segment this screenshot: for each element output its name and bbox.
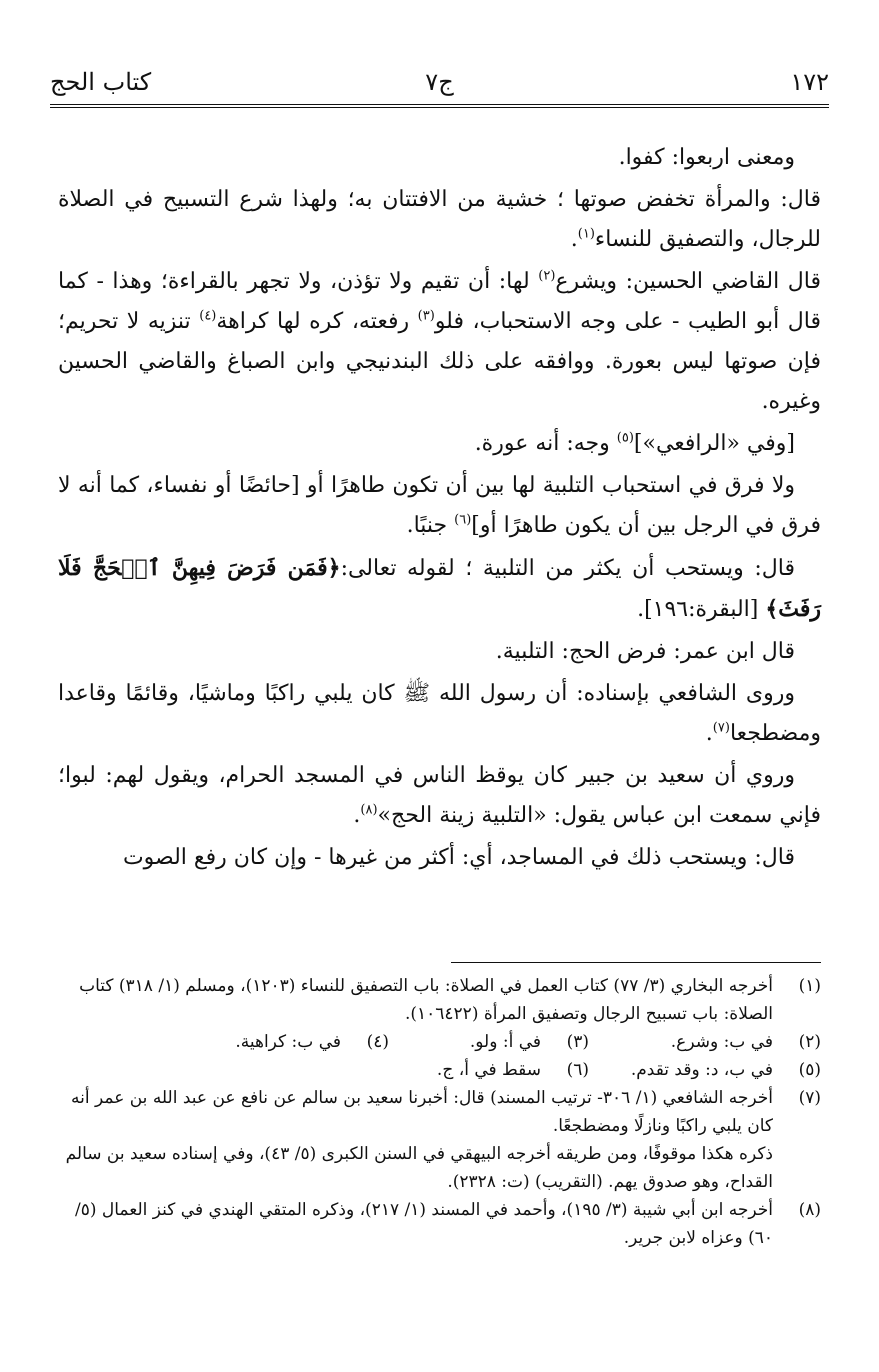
footnote-ref-5: (٥) bbox=[616, 430, 634, 446]
footnote-ref-7: (٧) bbox=[712, 720, 730, 736]
paragraph-8: وروى الشافعي بإسناده: أن رسول الله ﷺ كان يلبي راكبًا وماشيًا، وقائمًا وقاعدا ومضطجعا$^{(٧)}$. bbox=[58, 681, 821, 746]
footnote-4: في ب: كراهية. bbox=[235, 1032, 341, 1052]
paragraph-10: قال: ويستحب ذلك في المساجد، أي: أكثر من غيرها - وإن كان رفع الصوت bbox=[122, 845, 795, 870]
footnote-ref-4: (٤) bbox=[199, 308, 217, 324]
footnote-1: (١) أخرجه البخاري (٣/ ٧٧) كتاب العمل في الصلاة: باب التصفيق للنساء (١٢٠٣)، ومسلم (١/ ٣١٨) كتاب الصلاة: باب تسبيح الرجال وتصفيق المرأة (١٠٦٤٢٢). bbox=[79, 976, 821, 1024]
header-rule bbox=[50, 104, 829, 108]
footnote-7: (٧) أخرجه الشافعي (١/ ٣٠٦- ترتيب المسند) قال: أخبرنا سعيد بن سالم عن نافع عن عبد الله بن عمر أنه كان يلبي راكبًا ونازلًا ومضطجعًا. ذكره هكذا موقوفًا، ومن طريقه أخرجه البيهقي في السنن الكبرى (٥/ ٤٣)، وفي إسناده سعيد بن سالم القداح، وهو صدوق يهم. (التقريب) (ت: ٢٣٢٨). bbox=[58, 1084, 821, 1196]
volume-label: ج٧ bbox=[425, 68, 454, 96]
footnote-2: في ب: وشرع. bbox=[670, 1032, 773, 1052]
footnotes-2-4: (٢) في ب: وشرع. (٣) في أ: ولو. (٤) في ب: كراهية. bbox=[58, 1028, 821, 1056]
footnote-3: في أ: ولو. bbox=[469, 1032, 541, 1052]
paragraph-7: قال ابن عمر: فرض الحج: التلبية. bbox=[495, 639, 795, 664]
paragraph-2: قال: والمرأة تخفض صوتها ؛ خشية من الافتتان به؛ ولهذا شرع التسبيح في الصلاة للرجال، والتصفيق للنساء$^{(١)}$. bbox=[58, 187, 821, 252]
paragraph-1: ومعنى اربعوا: كفوا. bbox=[618, 145, 795, 170]
running-header bbox=[50, 64, 829, 104]
book-title: كتاب الحج bbox=[50, 68, 152, 96]
paragraph-3: قال القاضي الحسين: ويشرع$^{(٢)}$ لها: أن تقيم ولا تؤذن، ولا تجهر بالقراءة؛ وهذا - كما قال أبو الطيب - على وجه الاستحباب، فلو$^{(٣)}$ رفعته، كره لها كراهة$^{(٤)}$ تنزيه لا تحريم؛ فإن صوتها ليس بعورة. ووافقه على ذلك البندنيجي وابن الصباغ والقاضي الحسين وغيره. bbox=[58, 268, 821, 414]
footnotes bbox=[58, 972, 821, 1252]
page-number: ١٧٢ bbox=[790, 68, 829, 96]
paragraph-6: قال: ويستحب أن يكثر من التلبية ؛ لقوله تعالى:﴿فَمَن فَرَضَ فِيهِنَّ ٱلۡحَجَّ فَلَا رَفَثَ﴾ [البقرة:١٩٦]. bbox=[58, 555, 821, 622]
footnote-ref-6: (٦) bbox=[454, 512, 472, 528]
footnote-ref-8: (٨) bbox=[360, 802, 378, 818]
main-text bbox=[58, 138, 821, 880]
paragraph-9: وروي أن سعيد بن جبير كان يوقظ الناس في المسجد الحرام، ويقول لهم: لبوا؛ فإني سمعت ابن عباس يقول: «التلبية زينة الحج»$^{(٨)}$. bbox=[58, 763, 821, 828]
paragraph-4: [وفي «الرافعي»]$^{(٥)}$ وجه: أنه عورة. bbox=[474, 430, 795, 456]
footnote-6: سقط في أ، ج. bbox=[436, 1060, 541, 1080]
footnote-8: (٨) أخرجه ابن أبي شيبة (٣/ ١٩٥)، وأحمد في المسند (١/ ٢١٧)، وذكره المتقي الهندي في كنز العمال (٥/ ٦٠) وعزاه لابن جرير. bbox=[74, 1200, 821, 1248]
footnote-ref-2: (٢) bbox=[538, 268, 556, 284]
footnote-ref-1: (١) bbox=[577, 226, 595, 242]
footnote-ref-3: (٣) bbox=[417, 308, 435, 324]
footnotes-5-6: (٥) في ب، د: وقد تقدم. (٦) سقط في أ، ج. bbox=[58, 1056, 821, 1084]
footnote-7-continued: ذكره هكذا موقوفًا، ومن طريقه أخرجه البيهقي في السنن الكبرى (٥/ ٤٣)، وفي إسناده سعيد بن سالم القداح، وهو صدوق يهم. (التقريب) (ت: ٢٣٢٨). bbox=[65, 1144, 773, 1192]
paragraph-5: ولا فرق في استحباب التلبية لها بين أن تكون طاهرًا أو [حائضًا أو نفساء، كما أنه لا فرق في الرجل بين أن يكون طاهرًا أو]$^{(٦)}$ جنبًا. bbox=[58, 473, 821, 538]
footnote-separator bbox=[451, 962, 821, 963]
quran-verse: ﴿فَمَن فَرَضَ فِيهِنَّ ٱلۡحَجَّ فَلَا رَفَثَ﴾ bbox=[58, 555, 821, 622]
footnote-5: في ب، د: وقد تقدم. bbox=[630, 1060, 773, 1080]
